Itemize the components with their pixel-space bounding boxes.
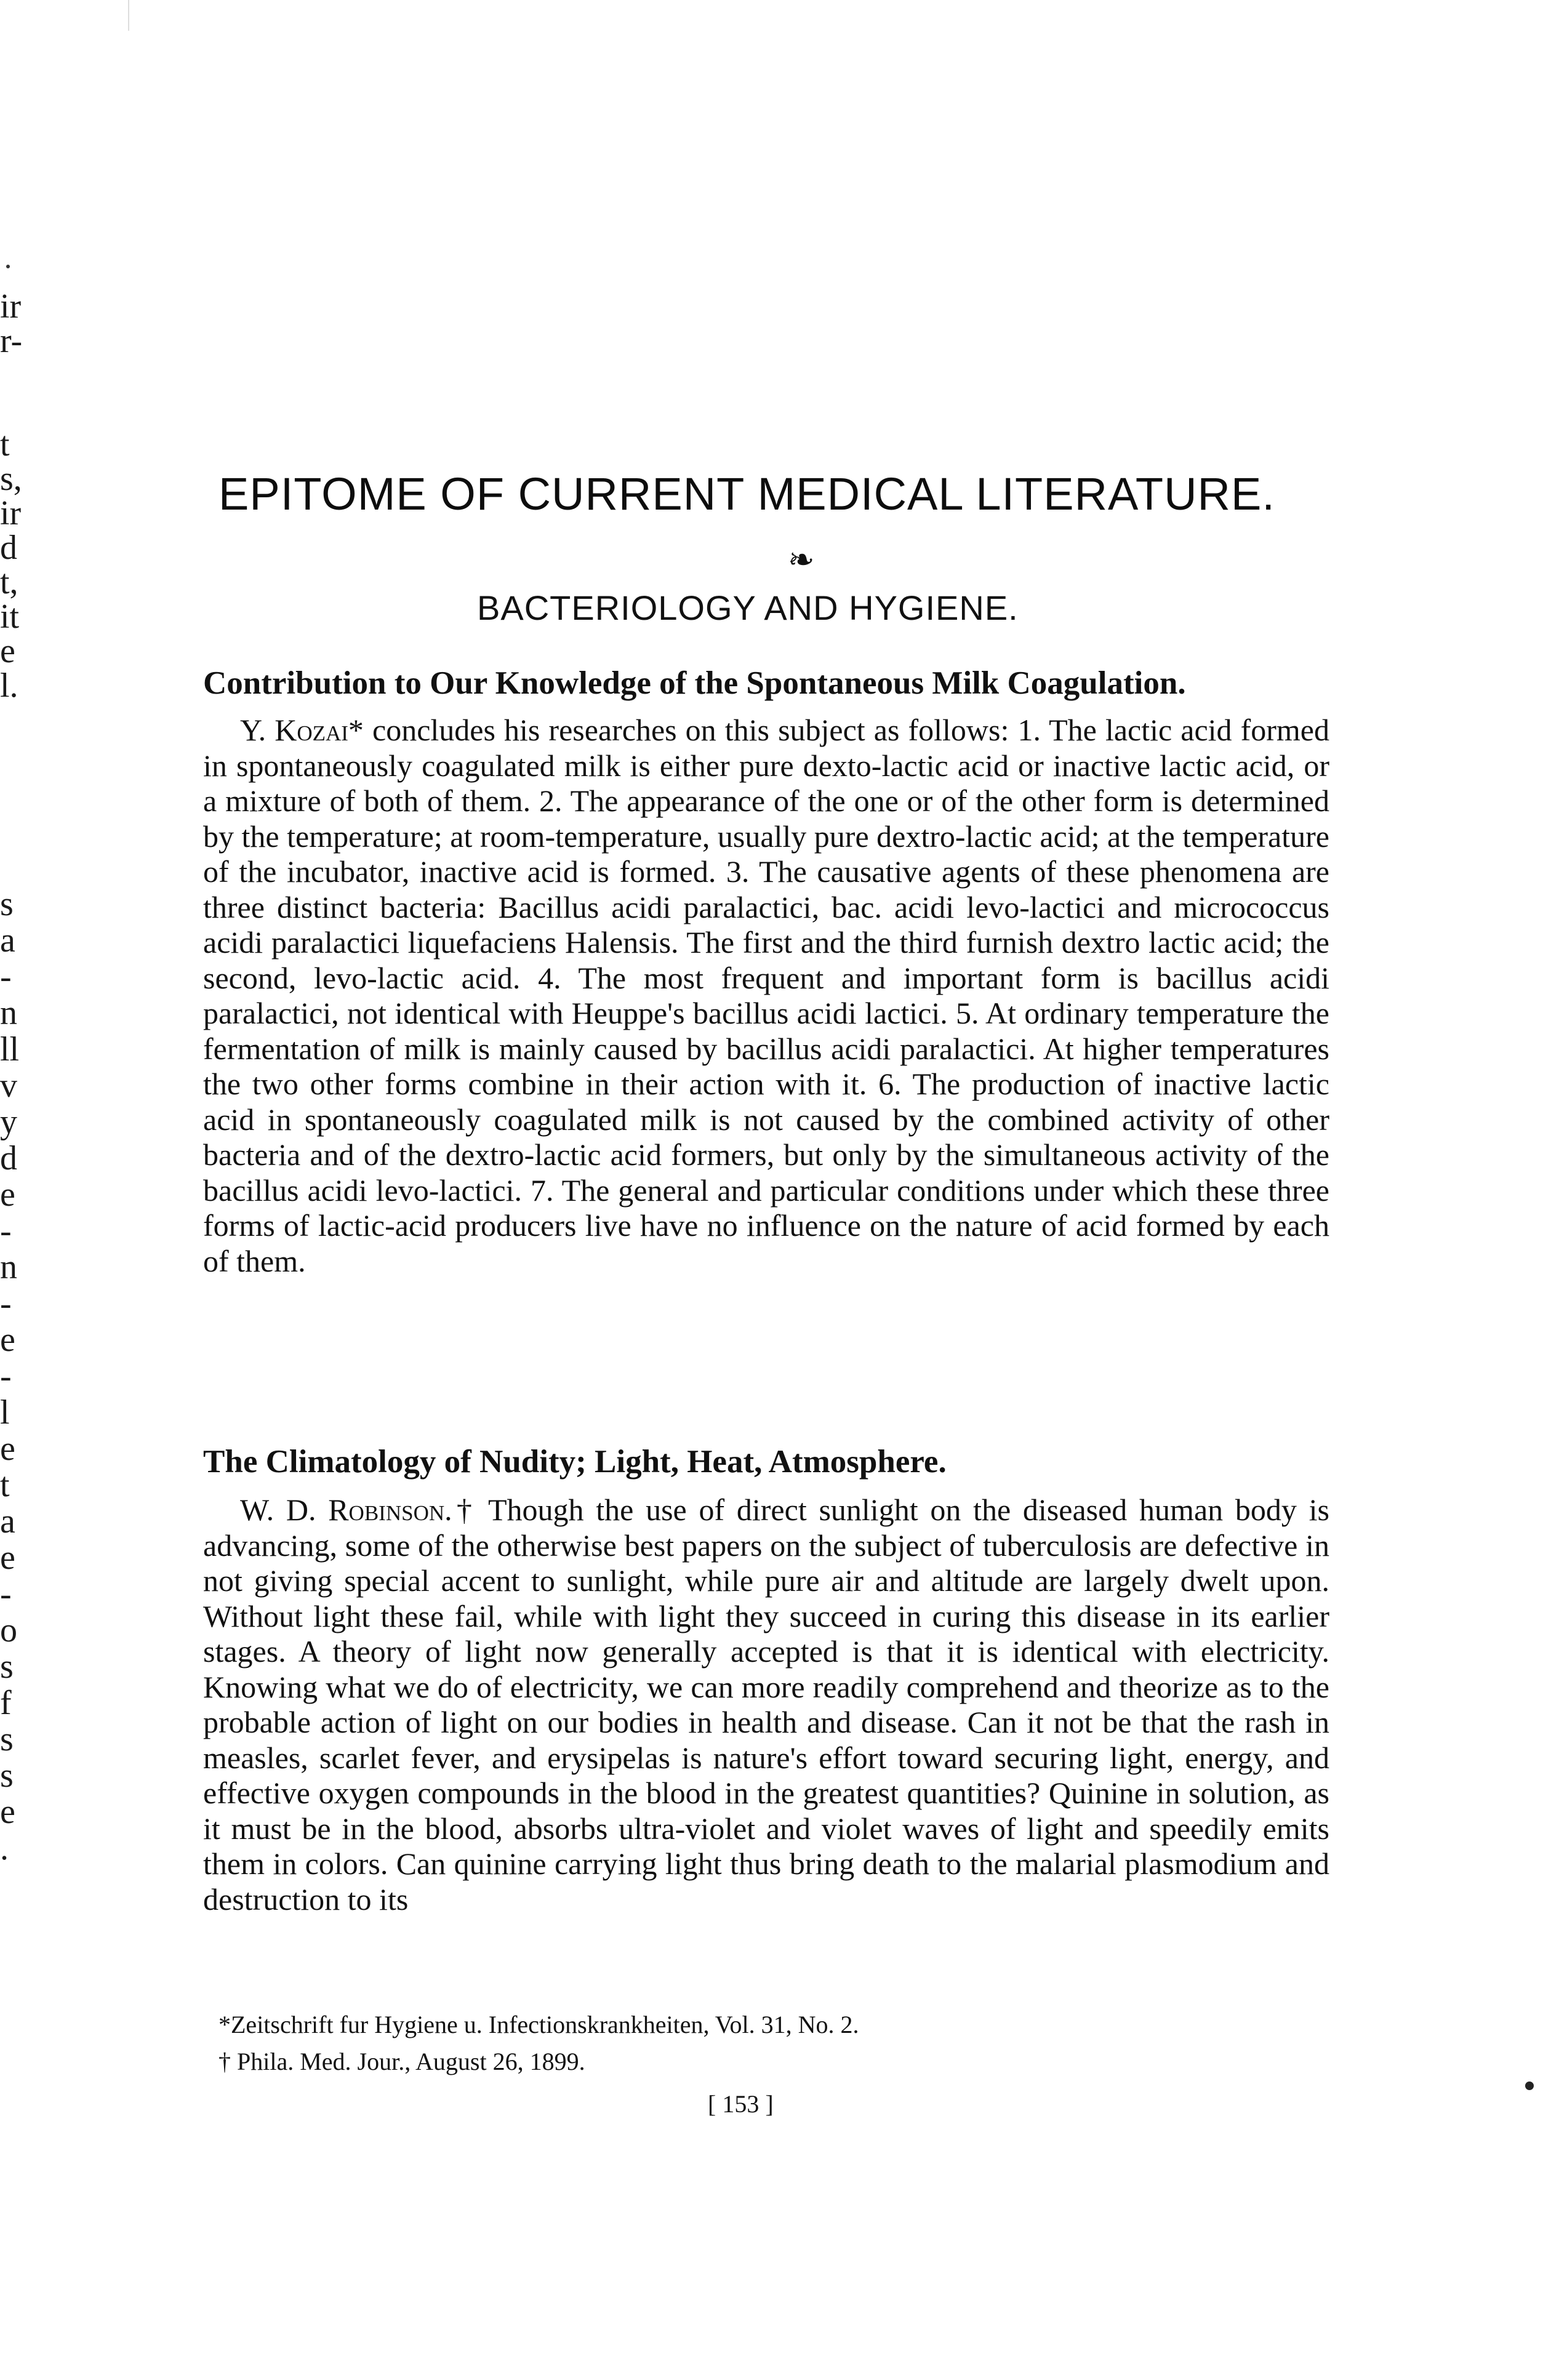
- bleed-fragment: s,: [0, 460, 22, 498]
- bleed-fragment: n: [0, 994, 17, 1032]
- bleed-fragment: v: [0, 1067, 17, 1105]
- footnotes: [218, 2006, 1203, 2080]
- bleed-fragment: n: [0, 1248, 17, 1286]
- bleed-fragment: ll: [0, 1030, 20, 1068]
- ornament-icon: ❧: [788, 543, 815, 578]
- article-body: [203, 713, 1329, 1279]
- bleed-fragment: -: [0, 1575, 12, 1613]
- article-title: The Climatology of Nudity; Light, Heat, Atmosphere.: [203, 1444, 947, 1480]
- bleed-fragment: d: [0, 529, 17, 567]
- section-heading: BACTERIOLOGY AND HYGIENE.: [477, 588, 1019, 627]
- bleed-fragment: f: [0, 1684, 12, 1722]
- bleed-fragment: -: [0, 1212, 12, 1250]
- article-author: W. D. Robinson.†: [240, 1493, 477, 1527]
- bleed-fragment: t,: [0, 563, 18, 601]
- bleed-fragment: e: [0, 1321, 15, 1359]
- article-text: concludes his researches on this subject as follows: 1. The lactic acid formed in spontaneously coagulated milk is either pure dexto-lactic acid or inactive lactic acid, or a mixture of both of them. 2. The appearance of the one or of the other form is determined by the temperature; at room-temperature, usually pure dextro-lactic acid; at the temperature of the incubator, inactive acid is formed. 3. The causative agents of these phenomena are three distinct bacteria: Bacillus acidi paralactici, bac. acidi levo-lactici and micrococcus acidi paralactici liquefaciens Halensis. The first and the third furnish dextro lactic acid; the second, levo-lactic acid. 4. The most frequent and important form is bacillus acidi paralactici, not identical with Heuppe's bacillus acidi lactici. 5. At ordinary temperature the fermentation of milk is mainly caused by bacillus acidi paralactici. At higher temperatures the two other forms combine in their action with it. 6. The production of inactive lactic acid in spontaneously coagulated milk is not caused by the combined activity of other bacteria and of the dextro-lactic acid formers, but only by the simultaneous activity of the bacillus acidi levo-lactici. 7. The general and particular conditions under which these three forms of lactic-acid producers live have no influence on the nature of acid formed by each of them.: [203, 713, 1330, 1278]
- bleed-fragment: d: [0, 1139, 17, 1177]
- footnote: † Phila. Med. Jour., August 26, 1899.: [218, 2048, 585, 2075]
- page-masthead: EPITOME OF CURRENT MEDICAL LITERATURE.: [218, 468, 1275, 519]
- bleed-fragment: e: [0, 1793, 15, 1831]
- scan-speck: [1525, 2081, 1534, 2090]
- article-body: [203, 1493, 1329, 1917]
- bleed-fragment: y: [0, 1103, 17, 1141]
- bleed-fragment: -: [0, 1357, 12, 1395]
- facing-page-bleed-top: [0, 289, 43, 703]
- bleed-fragment: a: [0, 921, 15, 960]
- bleed-fragment: ir: [0, 494, 22, 532]
- bleed-fragment: t: [0, 425, 10, 463]
- bleed-fragment: s: [0, 885, 14, 923]
- bleed-fragment: a: [0, 1502, 15, 1541]
- article-text: Though the use of direct sunlight on the diseased human body is advancing, some of the otherwise best papers on the subject of tuberculosis are defective in not giving special accent to sunlight, while pure air and altitude are largely dwelt upon. Without light these fail, while with light they succeed in curing this disease in its earlier stages. A theory of light now generally accepted is that it is identical with electricity. Knowing what we do of electricity, we can more readily comprehend and theorize as to the probable action of light on our bodies in health and disease. Can it not be that the rash in measles, scarlet fever, and erysipelas is nature's effort toward securing light, energy, and effective oxygen compounds in the blood in the greatest quantities? Quinine in solution, as it must be in the blood, absorbs ultra-violet and violet waves of light and speedily emits them in colors. Can quinine carrying light thus bring death to the malarial plasmodium and destruction to its: [203, 1493, 1329, 1917]
- article-title: Contribution to Our Knowledge of the Spontaneous Milk Coagulation.: [203, 665, 1186, 701]
- bleed-fragment: ir: [0, 287, 22, 326]
- bleed-fragment: -: [0, 1284, 12, 1323]
- bleed-fragment: e: [0, 1176, 15, 1214]
- bleed-fragment: e: [0, 1539, 15, 1577]
- bleed-fragment: s: [0, 1757, 14, 1795]
- bleed-fragment: [0, 393, 43, 427]
- bleed-fragment: .: [0, 1829, 9, 1867]
- scan-speck: [6, 265, 10, 268]
- bleed-fragment: it: [0, 598, 20, 636]
- bleed-fragment: e: [0, 1430, 15, 1468]
- bleed-fragment: [0, 358, 43, 393]
- bleed-fragment: s: [0, 1720, 14, 1758]
- footnote: *Zeitschrift fur Hygiene u. Infectionskrankheiten, Vol. 31, No. 2.: [218, 2011, 859, 2038]
- bleed-fragment: e: [0, 632, 15, 670]
- facing-page-bleed-bottom: [0, 886, 43, 1867]
- bleed-fragment: -: [0, 958, 12, 996]
- scan-mark: [128, 0, 129, 31]
- bleed-fragment: t: [0, 1466, 10, 1504]
- bleed-fragment: l.: [0, 667, 18, 705]
- bleed-fragment: l: [0, 1393, 10, 1432]
- page-number: [ 153 ]: [708, 2090, 774, 2118]
- bleed-fragment: r-: [0, 322, 23, 360]
- bleed-fragment: s: [0, 1648, 14, 1686]
- bleed-fragment: o: [0, 1611, 17, 1649]
- article-author: Y. Kozai*: [240, 713, 364, 747]
